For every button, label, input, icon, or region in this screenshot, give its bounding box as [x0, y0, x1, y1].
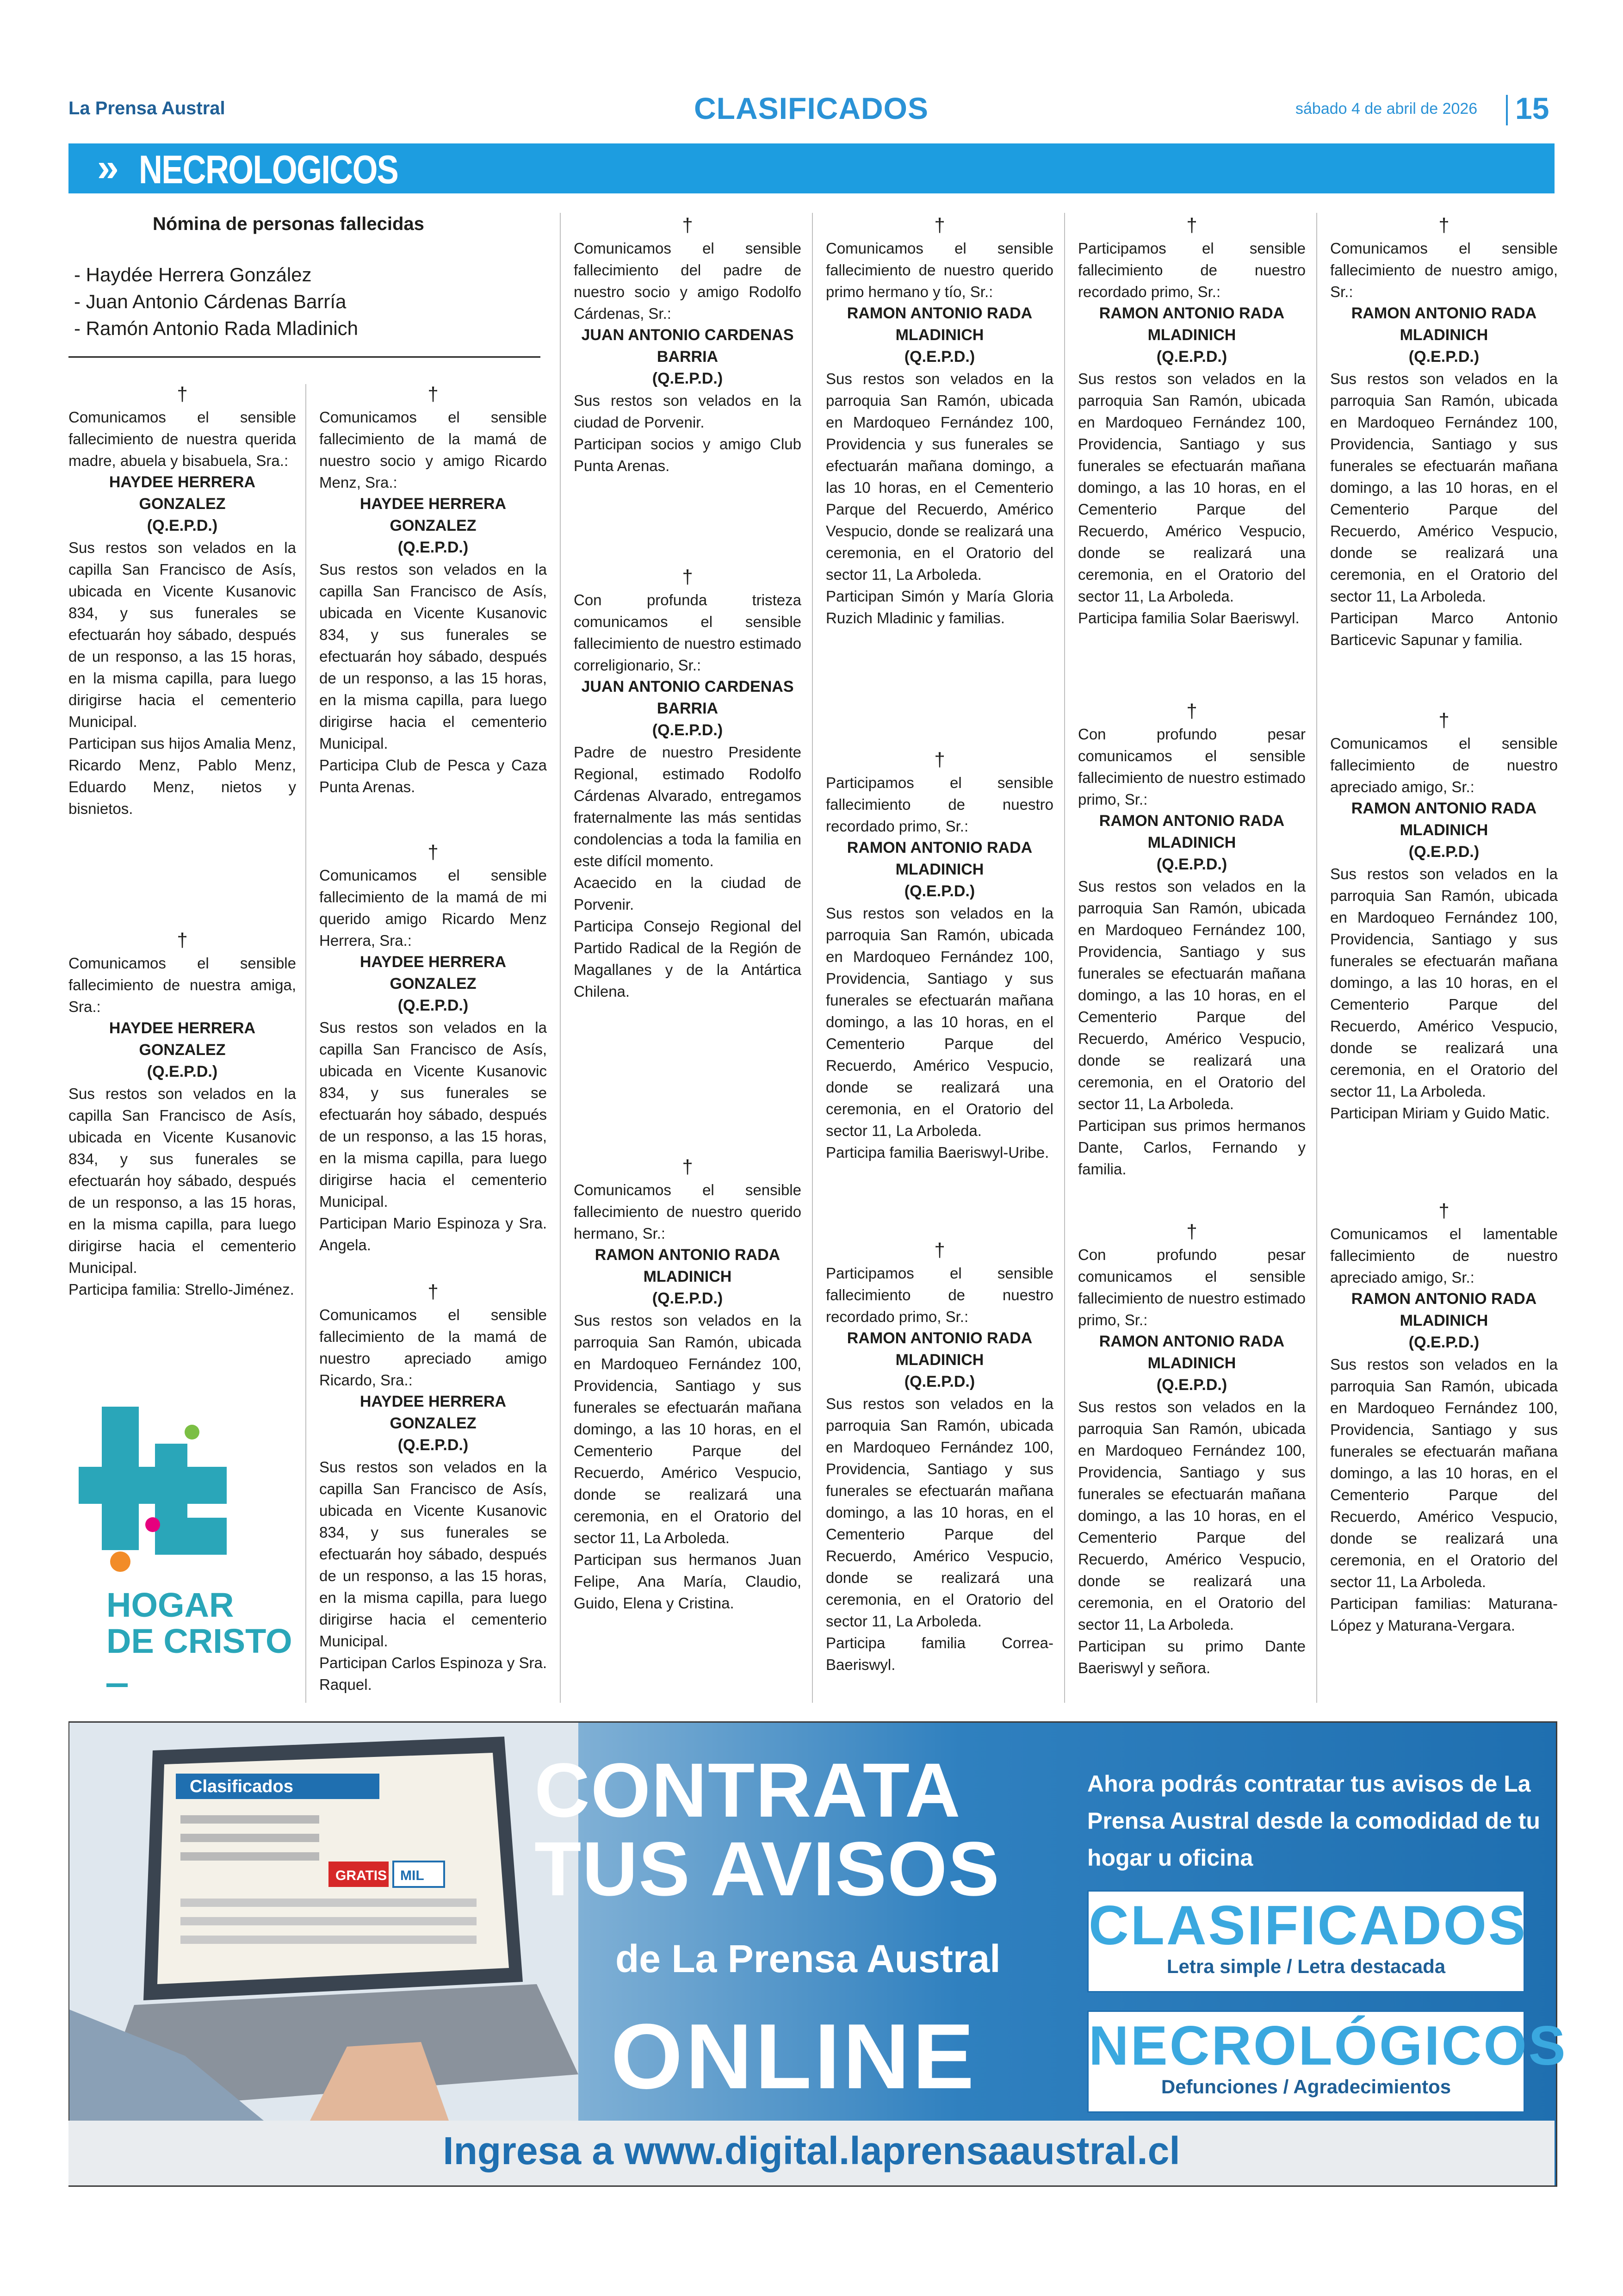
notice-intro: Comunicamos el sensible fallecimiento de la mamá de nuestro apreciado amigo Ricardo, Sra.: [319, 1306, 547, 1389]
notice-intro: Comunicamos el sensible fallecimiento de la mamá de nuestro socio y amigo Ricardo Menz, Sra.: [319, 409, 547, 491]
obituary-notice [1078, 701, 1306, 1180]
screen-badge-text: MIL [400, 1868, 424, 1883]
deceased-name: RAMON ANTONIO RADA MLADINICH [1099, 304, 1285, 344]
notice-signature: Participan Marco Antonio Barticevic Sapunar y familia. [1330, 609, 1558, 648]
section-bar-title: NECROLOGICOS [139, 148, 398, 192]
ad-clasificados-box [1087, 1890, 1525, 1992]
obituary-notice [68, 384, 296, 819]
obituary-notice [1330, 215, 1558, 651]
cross-icon: † [177, 929, 188, 951]
issue-date: sábado 4 de abril de 2026 [1295, 100, 1478, 118]
notice-signature: Participan Carlos Espinoza y Sra. Raquel. [319, 1654, 547, 1693]
deceased-name: RAMON ANTONIO RADA MLADINICH [595, 1246, 781, 1285]
notice-body: Sus restos son velados en la parroquia San Ramón, ubicada en Mardoqueo Fernández 100, Providencia y sus funerales se efectuarán mañana domingo, a las 10 horas, en el Cementerio Parque del Recuerdo, Américo Vespucio, donde se realizará una ceremonia, en el Oratorio del sector 11, La Arboleda. [826, 370, 1053, 583]
notice-body: Sus restos son velados en la parroquia San Ramón, ubicada en Mardoqueo Fernández 100, Providencia, Santiago y sus funerales se efectuarán mañana domingo, a las 10 horas, en el Cementerio Parque del Recuerdo, Américo Vespucio, donde se realizará una ceremonia, en el Oratorio del sector 11, La Arboleda. [1330, 370, 1558, 605]
obituary-notice [319, 1282, 547, 1695]
notice-body: Sus restos son velados en la parroquia San Ramón, ubicada en Mardoqueo Fernández 100, Providencia, Santiago y sus funerales se efectuarán mañana domingo, a las 10 horas, en el Cementerio Parque del Recuerdo, Américo Vespucio, donde se realizará una ceremonia, en el Oratorio del sector 11, La Arboleda. [1078, 878, 1306, 1112]
qepd-label: (Q.E.P.D.) [1408, 348, 1480, 366]
deceased-name: RAMON ANTONIO RADA MLADINICH [847, 839, 1033, 878]
notice-body: Sus restos son velados en la ciudad de Porvenir. [574, 392, 801, 431]
notice-signature: Participan sus primos hermanos Dante, Carlos, Fernando y familia. [1078, 1117, 1306, 1178]
ad-url[interactable]: Ingresa a www.digital.laprensaaustral.cl [443, 2129, 1180, 2172]
qepd-label: (Q.E.P.D.) [904, 348, 975, 366]
notice-body: Sus restos son velados en la capilla San Francisco de Asís, ubicada en Vicente Kusanovic 834, y sus funerales se efectuarán hoy sábado, después de un responso, a las 15 horas, en la misma capilla, para luego dirigirse hacia el cementerio Municipal. [68, 1085, 296, 1276]
column-divider [560, 213, 561, 1703]
ad-box-title: NECROLÓGICOS [1089, 2015, 1567, 2077]
notice-intro: Participamos el sensible fallecimiento de nuestro recordado primo, Sr.: [826, 1265, 1053, 1325]
notice-intro: Comunicamos el sensible fallecimiento de nuestro apreciado amigo, Sr.: [1330, 735, 1558, 795]
ad-online-word: ONLINE [611, 2005, 977, 2108]
page-number: 15 [1515, 91, 1549, 125]
deceased-name: RAMON ANTONIO RADA MLADINICH [1351, 1290, 1537, 1329]
qepd-label: (Q.E.P.D.) [652, 370, 723, 387]
deceased-name: HAYDEE HERRERA GONZALEZ [359, 1393, 507, 1432]
ad-box-title: CLASIFICADOS [1089, 1894, 1527, 1956]
ad-headline-line: CONTRATA [534, 1748, 961, 1833]
deceased-name: JUAN ANTONIO CARDENAS BARRIA [581, 326, 794, 366]
qepd-label: (Q.E.P.D.) [904, 882, 975, 900]
qepd-label: (Q.E.P.D.) [1408, 843, 1480, 861]
logo-shape [102, 1407, 139, 1550]
nomina-divider [68, 356, 540, 358]
deceased-name: HAYDEE HERRERA GONZALEZ [109, 1019, 256, 1059]
header-separator [1506, 95, 1508, 125]
ad-subheadline: de La Prensa Austral [615, 1937, 1001, 1980]
obituary-notice [826, 1240, 1053, 1675]
qepd-label: (Q.E.P.D.) [1408, 1334, 1480, 1351]
logo-dot [110, 1551, 130, 1572]
notice-signature: Participa familia Solar Baeriswyl. [1078, 609, 1300, 627]
cross-icon: † [682, 566, 693, 588]
nomina-item: - Juan Antonio Cárdenas Barría [74, 291, 347, 312]
deceased-name: RAMON ANTONIO RADA MLADINICH [847, 304, 1033, 344]
deceased-name: HAYDEE HERRERA GONZALEZ [359, 953, 507, 993]
ad-headline-line: TUS AVISOS [534, 1826, 1000, 1912]
obituary-notice [574, 1157, 801, 1614]
cross-icon: † [1186, 700, 1197, 722]
nomina-list [74, 261, 358, 342]
obituary-notice [68, 930, 296, 1300]
deceased-name: RAMON ANTONIO RADA MLADINICH [1099, 1333, 1285, 1372]
cross-icon: † [427, 1281, 439, 1303]
cross-icon: † [427, 841, 439, 863]
column-divider [1316, 213, 1317, 1703]
deceased-name: HAYDEE HERRERA GONZALEZ [359, 495, 507, 534]
ad-description: Ahora podrás contratar tus avisos de La Prensa Austral desde la comodidad de tu hogar u oficina [1087, 1771, 1540, 1871]
qepd-label: (Q.E.P.D.) [397, 1436, 469, 1454]
notice-intro: Comunicamos el sensible fallecimiento de nuestra amiga, Sra.: [68, 955, 296, 1015]
notice-intro: Comunicamos el sensible fallecimiento de nuestro amigo, Sr.: [1330, 240, 1558, 300]
notice-intro: Con profundo pesar comunicamos el sensible fallecimiento de nuestro estimado primo, Sr.: [1078, 726, 1306, 808]
cross-icon: † [1438, 709, 1450, 731]
notice-signature: Participa familia Baeriswyl-Uribe. [826, 1144, 1049, 1161]
notice-signature: Participan Simón y María Gloria Ruzich Mladinic y familias. [826, 588, 1053, 627]
cross-icon: † [1186, 1221, 1197, 1242]
qepd-label: (Q.E.P.D.) [397, 539, 469, 556]
notice-signature: Participan sus hermanos Juan Felipe, Ana María, Claudio, Guido, Elena y Cristina. [574, 1551, 801, 1612]
notice-body: Sus restos son velados en la capilla San Francisco de Asís, ubicada en Vicente Kusanovic 834, y sus funerales se efectuarán hoy sábado, después de un responso, a las 15 horas, en la misma capilla, para luego dirigirse hacia el cementerio Municipal. [319, 1019, 547, 1210]
screen-title: Clasificados [190, 1777, 293, 1796]
obituary-notice [1330, 1201, 1558, 1636]
logo-wordmark [106, 1587, 292, 1659]
screen-badge-text: GRATIS [335, 1868, 387, 1883]
obituary-notice [1078, 215, 1306, 629]
deceased-name: JUAN ANTONIO CARDENAS BARRIA [581, 678, 794, 717]
cross-icon: † [934, 1239, 945, 1261]
notice-intro: Comunicamos el sensible fallecimiento de nuestro querido primo hermano y tío, Sr.: [826, 240, 1053, 300]
logo-line: DE CRISTO [106, 1622, 292, 1660]
screen-text-line [180, 1852, 319, 1861]
screen-text-line [180, 1899, 477, 1907]
notice-signature: Participa familia Correa-Baeriswyl. [826, 1634, 1053, 1673]
logo-dash [106, 1683, 128, 1687]
ad-necrologicos-box [1087, 2011, 1567, 2113]
nomina-title: Nómina de personas fallecidas [153, 214, 424, 234]
logo-shape [155, 1518, 227, 1555]
notice-intro: Comunicamos el sensible fallecimiento de nuestra querida madre, abuela y bisabuela, Sra.: [68, 409, 296, 469]
cross-icon: † [1438, 1200, 1450, 1222]
cross-icon: † [934, 214, 945, 236]
notice-signature: Participan Miriam y Guido Matic. [1330, 1105, 1550, 1122]
notice-body: Sus restos son velados en la capilla San Francisco de Asís, ubicada en Vicente Kusanovic 834, y sus funerales se efectuarán hoy sábado, después de un responso, a las 15 horas, en la misma capilla, para luego dirigirse hacia el cementerio Municipal. [68, 539, 296, 730]
obituary-notice [826, 215, 1053, 629]
notice-body: Sus restos son velados en la parroquia San Ramón, ubicada en Mardoqueo Fernández 100, Providencia, Santiago y sus funerales se efectuarán mañana domingo, a las 10 horas, en el Cementerio Parque del Recuerdo, Américo Vespucio, donde se realizará una ceremonia, en el Oratorio del sector 11, La Arboleda. [1078, 370, 1306, 605]
ad-box-subtitle: Letra simple / Letra destacada [1166, 1955, 1446, 1977]
notice-intro: Comunicamos el sensible fallecimiento de nuestro querido hermano, Sr.: [574, 1181, 801, 1242]
deceased-name: RAMON ANTONIO RADA MLADINICH [1351, 304, 1537, 344]
cross-icon: † [682, 214, 693, 236]
qepd-label: (Q.E.P.D.) [147, 1063, 218, 1080]
notice-body: Sus restos son velados en la parroquia San Ramón, ubicada en Mardoqueo Fernández 100, Providencia, Santiago y sus funerales se efectuarán mañana domingo, a las 10 horas, en el Cementerio Parque del Recuerdo, Américo Vespucio, donde se realizará una ceremonia, en el Oratorio del sector 11, La Arboleda. [826, 905, 1053, 1139]
logo-dot [185, 1425, 199, 1440]
notice-intro: Con profundo pesar comunicamos el sensible fallecimiento de nuestro estimado primo, Sr.: [1078, 1246, 1306, 1328]
notice-intro: Comunicamos el sensible fallecimiento de la mamá de mi querido amigo Ricardo Menz Herrera, Sra.: [319, 867, 547, 949]
nomina-item: - Haydée Herrera González [74, 264, 312, 285]
qepd-label: (Q.E.P.D.) [1156, 348, 1227, 366]
cross-icon: † [1186, 214, 1197, 236]
notice-signature: Participan su primo Dante Baeriswyl y señora. [1078, 1638, 1306, 1676]
notice-body: Sus restos son velados en la parroquia San Ramón, ubicada en Mardoqueo Fernández 100, Providencia, Santiago y sus funerales se efectuarán mañana domingo, a las 10 horas, en el Cementerio Parque del Recuerdo, Américo Vespucio, donde se realizará una ceremonia, en el Oratorio del sector 11, La Arboleda. [1078, 1398, 1306, 1633]
cross-icon: † [177, 383, 188, 405]
obituary-notice [826, 750, 1053, 1163]
qepd-label: (Q.E.P.D.) [1156, 856, 1227, 873]
screen-text-line [180, 1936, 477, 1944]
obituary-notice [319, 384, 547, 798]
laptop-illustration [69, 1723, 578, 2121]
cross-icon: † [682, 1156, 693, 1178]
notice-body: Sus restos son velados en la parroquia San Ramón, ubicada en Mardoqueo Fernández 100, Providencia, Santiago y sus funerales se efectuarán mañana domingo, a las 10 horas, en el Cementerio Parque del Recuerdo, Américo Vespucio, donde se realizará una ceremonia, en el Oratorio del sector 11, La Arboleda. [1330, 1356, 1558, 1590]
qepd-label: (Q.E.P.D.) [652, 1290, 723, 1307]
logo-dot [145, 1517, 160, 1532]
logo-line: HOGAR [106, 1586, 234, 1624]
notice-signature: Participan socios y amigo Club Punta Arenas. [574, 435, 801, 474]
notice-signature: Participan sus hijos Amalia Menz, Ricardo Menz, Pablo Menz, Eduardo Menz, nietos y bisnietos. [68, 735, 296, 817]
notice-intro: Participamos el sensible fallecimiento de nuestro recordado primo, Sr.: [1078, 240, 1306, 300]
notice-body: Sus restos son velados en la capilla San Francisco de Asís, ubicada en Vicente Kusanovic 834, y sus funerales se efectuarán hoy sábado, después de un responso, a las 15 horas, en la misma capilla, para luego dirigirse hacia el cementerio Municipal. [319, 1458, 547, 1650]
qepd-label: (Q.E.P.D.) [904, 1373, 975, 1390]
screen-text-line [180, 1815, 319, 1824]
notice-intro: Comunicamos el sensible fallecimiento del padre de nuestro socio y amigo Rodolfo Cárdenas, Sr.: [574, 240, 801, 322]
deceased-name: RAMON ANTONIO RADA MLADINICH [847, 1329, 1033, 1369]
notice-intro: Con profunda tristeza comunicamos el sensible fallecimiento de nuestro estimado correligionario, Sr.: [574, 591, 801, 674]
notice-extra: Acaecido en la ciudad de Porvenir. [574, 874, 801, 913]
notice-signature: Participa Club de Pesca y Caza Punta Arenas. [319, 757, 547, 795]
cross-icon: † [934, 749, 945, 770]
qepd-label: (Q.E.P.D.) [397, 997, 469, 1014]
notice-body: Sus restos son velados en la parroquia San Ramón, ubicada en Mardoqueo Fernández 100, Providencia, Santiago y sus funerales se efectuarán mañana domingo, a las 10 horas, en el Cementerio Parque del Recuerdo, Américo Vespucio, donde se realizará una ceremonia, en el Oratorio del sector 11, La Arboleda. [574, 1312, 801, 1546]
ad-box-subtitle: Defunciones / Agradecimientos [1161, 2076, 1451, 2097]
ad-headline [534, 1748, 1000, 1912]
notice-signature: Participan familias: Maturana- López y Maturana-Vergara. [1330, 1595, 1558, 1634]
notice-intro: Comunicamos el lamentable fallecimiento de nuestro apreciado amigo, Sr.: [1330, 1225, 1558, 1286]
screen-text-line [180, 1834, 319, 1842]
cross-icon: † [1438, 214, 1450, 236]
notice-body: Sus restos son velados en la parroquia San Ramón, ubicada en Mardoqueo Fernández 100, Providencia, Santiago y sus funerales se efectuarán mañana domingo, a las 10 horas, en el Cementerio Parque del Recuerdo, Américo Vespucio, donde se realizará una ceremonia, en el Oratorio del sector 11, La Arboleda. [826, 1395, 1053, 1630]
notice-body: Padre de nuestro Presidente Regional, estimado Rodolfo Cárdenas Alvarado, entregamos fraternalmente las más sentidas condolencias a toda la familia en este difícil momento. [574, 744, 801, 869]
notice-intro: Participamos el sensible fallecimiento de nuestro recordado primo, Sr.: [826, 774, 1053, 835]
column-divider [305, 384, 306, 1703]
qepd-label: (Q.E.P.D.) [652, 721, 723, 739]
qepd-label: (Q.E.P.D.) [147, 517, 218, 534]
cross-icon: † [427, 383, 439, 405]
brand-name: La Prensa Austral [68, 98, 225, 118]
chevron-icon: » [97, 146, 119, 189]
qepd-label: (Q.E.P.D.) [1156, 1376, 1227, 1394]
obituary-notice [319, 842, 547, 1256]
screen-text-line [180, 1917, 477, 1925]
notice-signature: Participan Mario Espinoza y Sra. Angela. [319, 1215, 547, 1253]
notice-signature: Participa Consejo Regional del Partido Radical de la Región de Magallanes y de la Antártica Chilena. [574, 918, 801, 1000]
deceased-name: RAMON ANTONIO RADA MLADINICH [1099, 812, 1285, 851]
deceased-name: RAMON ANTONIO RADA MLADINICH [1351, 800, 1537, 839]
notice-body: Sus restos son velados en la capilla San Francisco de Asís, ubicada en Vicente Kusanovic 834, y sus funerales se efectuarán hoy sábado, después de un responso, a las 15 horas, en la misma capilla, para luego dirigirse hacia el cementerio Municipal. [319, 561, 547, 752]
column-divider [1064, 213, 1065, 1703]
notice-signature: Participa familia: Strello-Jiménez. [68, 1281, 294, 1298]
hogar-de-cristo-icon [74, 1397, 241, 1592]
obituary-notice [574, 215, 801, 477]
obituary-notice [1078, 1222, 1306, 1679]
obituary-notice [1330, 710, 1558, 1124]
notice-body: Sus restos son velados en la parroquia San Ramón, ubicada en Mardoqueo Fernández 100, Providencia, Santiago y sus funerales se efectuarán mañana domingo, a las 10 horas, en el Cementerio Parque del Recuerdo, Américo Vespucio, donde se realizará una ceremonia, en el Oratorio del sector 11, La Arboleda. [1330, 865, 1558, 1100]
section-title: CLASIFICADOS [694, 91, 929, 125]
obituary-notice [574, 567, 801, 1002]
nomina-item: - Ramón Antonio Rada Mladinich [74, 317, 359, 339]
deceased-name: HAYDEE HERRERA GONZALEZ [109, 473, 256, 513]
column-divider [812, 213, 813, 1703]
